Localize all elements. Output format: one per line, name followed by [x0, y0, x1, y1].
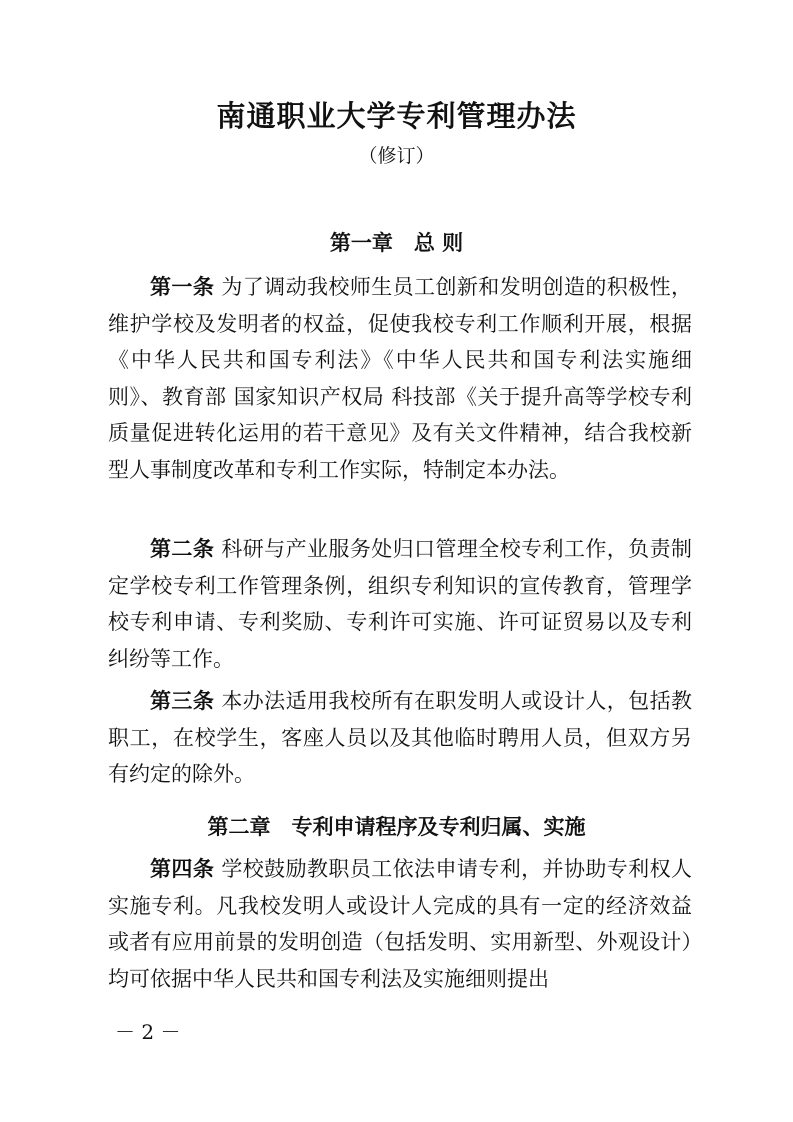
article-1 — [108, 269, 692, 488]
article-text: 科研与产业服务处归口管理全校专利工作，负责制定学校专利工作管理条例，组织专利知识的宣传教育，管理学校专利申请、专利奖励、专利许可实施、许可证贸易以及专利纠纷等工作。 — [108, 537, 693, 671]
article-number: 第三条 — [150, 689, 215, 713]
article-4 — [108, 851, 692, 997]
article-2 — [108, 531, 692, 677]
document-subtitle: （修订） — [358, 145, 435, 167]
article-number: 第一条 — [150, 275, 215, 299]
article-text: 学校鼓励教职员工依法申请专利，并协助专利权人实施专利。凡我校发明人或设计人完成的具有一定的经济效益或者有应用前景的发明创造（包括发明、实用新型、外观设计）均可依据中华人民共和国专利法及实施细则提出 — [108, 857, 693, 991]
article-text: 本办法适用我校所有在职发明人或设计人，包括教职工，在校学生，客座人员以及其他临时聘用人员，但双方另有约定的除外。 — [108, 689, 693, 786]
document-title: 南通职业大学专利管理办法 — [216, 99, 577, 133]
chapter-heading-2: 第二章 专利申请程序及专利归属、实施 — [207, 815, 586, 839]
article-text: 为了调动我校师生员工创新和发明创造的积极性，维护学校及发明者的权益，促使我校专利工作顺利开展，根据《中华人民共和国专利法》《中华人民共和国专利法实施细则》、教育部 国家知识产权局 科技部《关于提升高等学校专利质量促进转化运用的若干意见》及有关文件精神，结合我校新型人事制度改革和专利工作实际，特制定本办法。 — [108, 275, 693, 482]
article-number: 第二条 — [150, 537, 215, 561]
page-number: － 2 － — [115, 1020, 181, 1044]
article-number: 第四条 — [150, 857, 215, 881]
article-3 — [108, 683, 692, 793]
chapter-heading-1: 第一章 总 则 — [329, 231, 464, 255]
